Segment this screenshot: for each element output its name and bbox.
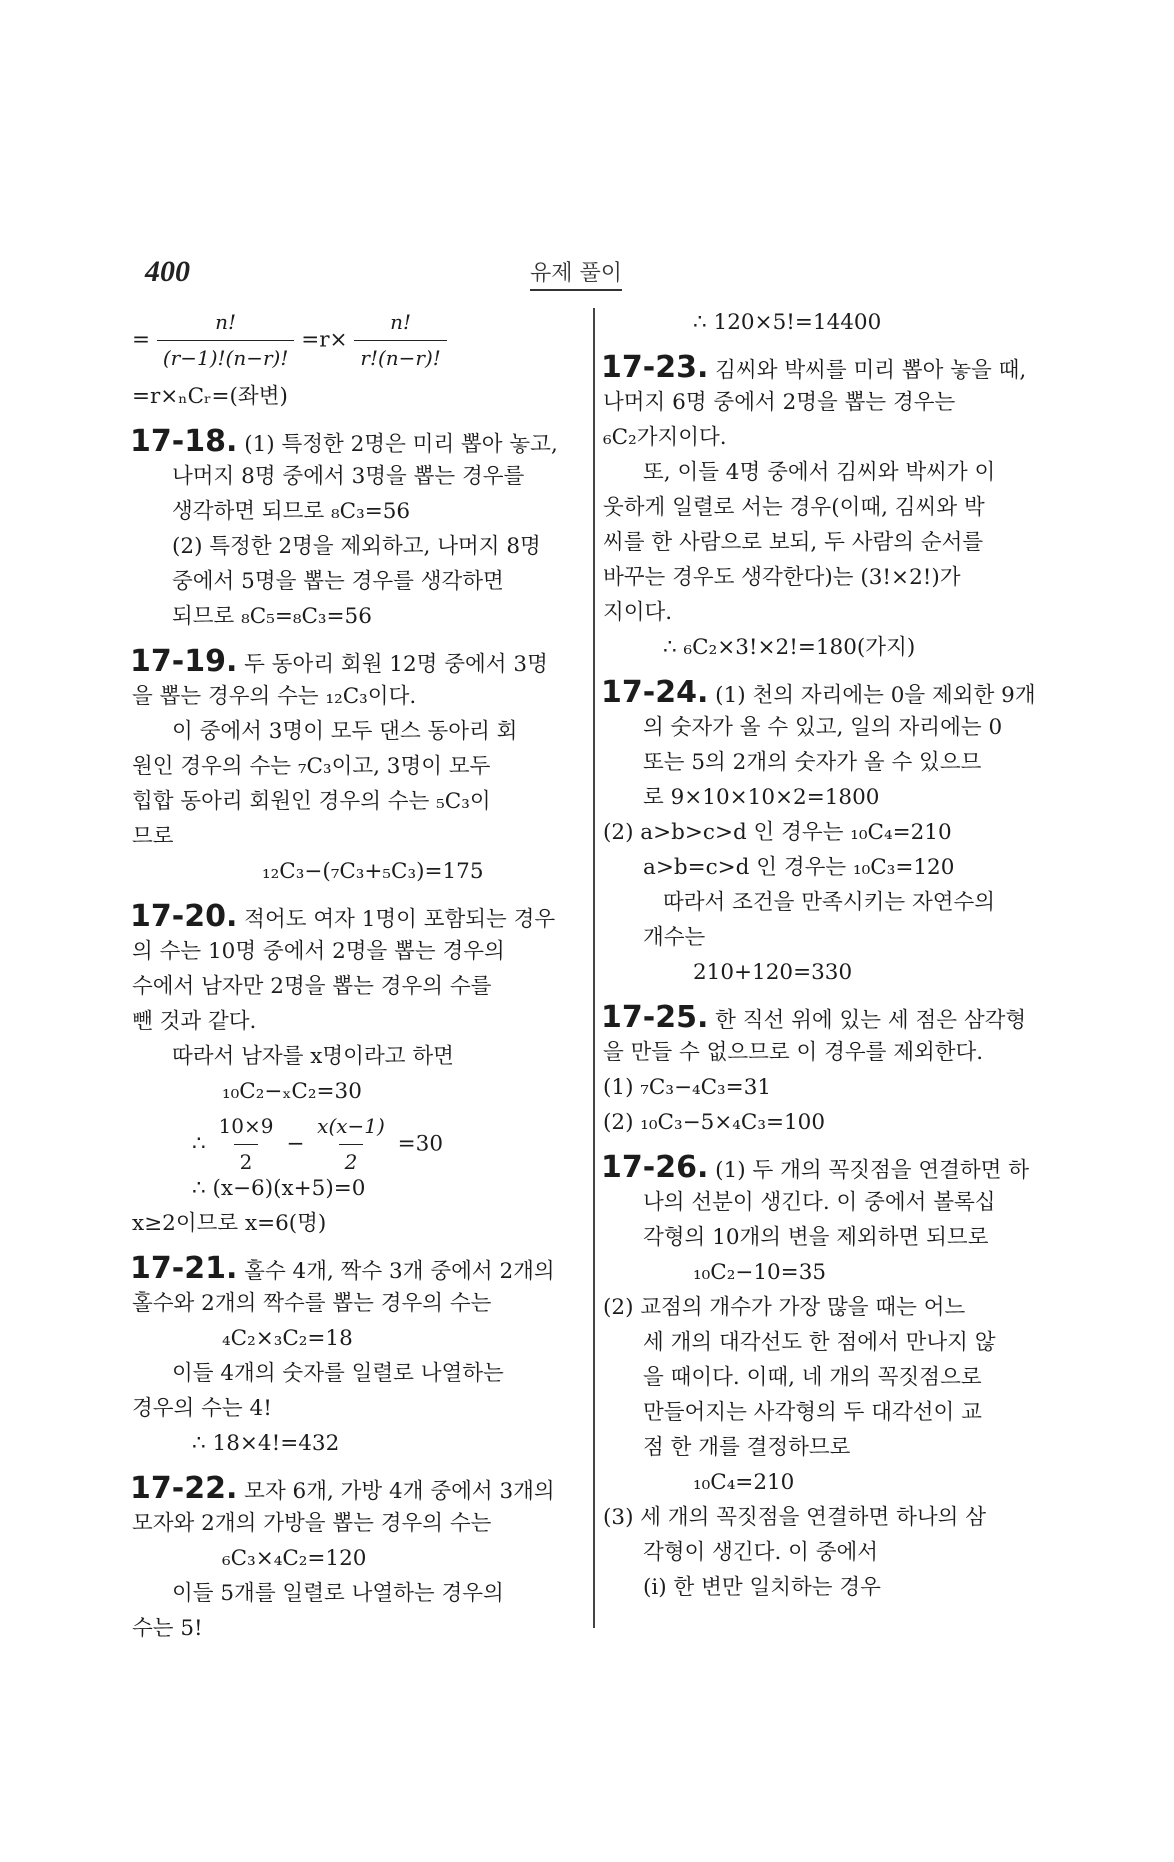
page-number: 400 xyxy=(145,255,190,288)
text-line: 모자와 2개의 가방을 뽑는 경우의 수는 xyxy=(132,1511,492,1536)
fraction xyxy=(354,305,446,376)
text-line: (2) a>b>c>d 인 경우는 ₁₀C₄=210 xyxy=(603,820,952,845)
therefore-symbol: ∴ xyxy=(192,1131,206,1157)
problem-number: 17-22. xyxy=(130,1471,238,1506)
text-line: 바꾸는 경우도 생각한다)는 (3!×2!)가 xyxy=(603,565,961,590)
fraction-numerator: 10×9 xyxy=(218,1114,274,1138)
text-line: 한 직선 위에 있는 세 점은 삼각형 xyxy=(708,1008,1027,1033)
fraction-denominator: 2 xyxy=(339,1144,364,1180)
text-line: 을 때이다. 이때, 네 개의 꼭짓점으로 xyxy=(643,1365,982,1390)
text-line: 또는 5의 2개의 숫자가 올 수 있으므 xyxy=(643,750,982,775)
text-line: 점 한 개를 결정하므로 xyxy=(643,1435,851,1460)
text-line: 의 숫자가 올 수 있고, 일의 자리에는 0 xyxy=(643,715,1003,740)
derivation-line-2: =r×ₙCᵣ=(좌변) xyxy=(132,384,288,409)
text-line: (2) ₁₀C₃−5×₄C₃=100 xyxy=(603,1110,826,1135)
fraction xyxy=(213,1109,280,1180)
right-column xyxy=(603,305,1058,1605)
text-line: 이들 4개의 숫자를 일렬로 나열하는 xyxy=(172,1361,504,1386)
formula-line: ₁₀C₄=210 xyxy=(693,1470,795,1495)
derivation-mid: =r× xyxy=(301,327,348,353)
text-line: 나머지 6명 중에서 2명을 뽑는 경우는 xyxy=(603,390,956,415)
text-line: 개수는 xyxy=(643,925,706,950)
text-line: 나의 선분이 생긴다. 이 중에서 볼록십 xyxy=(643,1190,996,1215)
formula-line: ₁₀C₂−ₓC₂=30 xyxy=(222,1079,362,1104)
text-line: 홀수 4개, 짝수 3개 중에서 2개의 xyxy=(237,1259,555,1284)
text-line: x≥2이므로 x=6(명) xyxy=(132,1211,327,1236)
text-line: 씨를 한 사람으로 보되, 두 사람의 순서를 xyxy=(603,530,984,555)
equation-rhs: =30 xyxy=(397,1131,444,1157)
running-head: 유제 풀이 xyxy=(530,256,622,291)
text-line: a>b=c>d 인 경우는 ₁₀C₃=120 xyxy=(643,855,955,880)
text-line: 생각하면 되므로 ₈C₃=56 xyxy=(172,499,411,524)
formula-line: ∴ (x−6)(x+5)=0 xyxy=(192,1176,366,1201)
text-line: 각형의 10개의 변을 제외하면 되므로 xyxy=(643,1225,989,1250)
fraction-denominator: r!(n−r)! xyxy=(354,340,446,376)
text-line: 각형이 생긴다. 이 중에서 xyxy=(643,1540,879,1565)
text-line: 나머지 8명 중에서 3명을 뽑는 경우를 xyxy=(172,464,525,489)
formula-line: ₁₀C₂−10=35 xyxy=(693,1260,827,1285)
left-column xyxy=(132,305,580,1646)
column-divider xyxy=(593,308,595,1628)
text-line: (1) 두 개의 꼭짓점을 연결하면 하 xyxy=(708,1158,1030,1183)
problem-number: 17-23. xyxy=(601,350,709,385)
text-line: 원인 경우의 수는 ₇C₃이고, 3명이 모두 xyxy=(132,754,491,779)
text-line: 세 개의 대각선도 한 점에서 만나지 않 xyxy=(643,1330,996,1355)
text-line: 경우의 수는 4! xyxy=(132,1396,272,1421)
problem-17-20 xyxy=(132,899,580,934)
text-line: 로 9×10×10×2=1800 xyxy=(643,785,880,810)
text-line: 을 만들 수 없으므로 이 경우를 제외한다. xyxy=(603,1040,984,1065)
text-line: 홀수와 2개의 짝수를 뽑는 경우의 수는 xyxy=(132,1291,492,1316)
problem-number: 17-24. xyxy=(601,675,709,710)
text-line: 이 중에서 3명이 모두 댄스 동아리 회 xyxy=(172,719,518,744)
formula-line: ₄C₂×₃C₂=18 xyxy=(222,1326,353,1351)
problem-17-24 xyxy=(603,675,1058,710)
problem-17-26 xyxy=(603,1150,1058,1185)
text-line: 따라서 조건을 만족시키는 자연수의 xyxy=(663,890,996,915)
text-line: 을 뽑는 경우의 수는 ₁₂C₃이다. xyxy=(132,684,417,709)
formula-line: ∴ 18×4!=432 xyxy=(192,1431,340,1456)
formula-line: 210+120=330 xyxy=(693,960,853,985)
text-line: 뺀 것과 같다. xyxy=(132,1009,257,1034)
text-line: 의 수는 10명 중에서 2명을 뽑는 경우의 xyxy=(132,939,505,964)
text-line: 수는 5! xyxy=(132,1616,203,1641)
text-line: 적어도 여자 1명이 포함되는 경우 xyxy=(237,907,556,932)
formula-line: ∴ 120×5!=14400 xyxy=(693,310,882,335)
text-line: 므로 xyxy=(132,824,174,849)
problem-17-23 xyxy=(603,350,1058,385)
text-line: 모자 6개, 가방 4개 중에서 3개의 xyxy=(237,1479,555,1504)
formula-line: ₆C₃×₄C₂=120 xyxy=(222,1546,367,1571)
problem-17-21 xyxy=(132,1251,580,1286)
text-line: (1) 특정한 2명은 미리 뽑아 놓고, xyxy=(244,432,558,457)
problem-number: 17-26. xyxy=(601,1150,709,1185)
text-line: 수에서 남자만 2명을 뽑는 경우의 수를 xyxy=(132,974,492,999)
text-line: 웃하게 일렬로 서는 경우(이때, 김씨와 박 xyxy=(603,495,985,520)
fraction xyxy=(157,305,295,376)
text-line: 또, 이들 4명 중에서 김씨와 박씨가 이 xyxy=(643,460,996,485)
fraction xyxy=(311,1109,391,1180)
fraction-numerator: n! xyxy=(390,310,412,334)
formula-line: ∴ ₆C₂×3!×2!=180(가지) xyxy=(663,635,916,660)
text-line: 중에서 5명을 뽑는 경우를 생각하면 xyxy=(172,569,504,594)
fraction-numerator: x(x−1) xyxy=(317,1114,385,1138)
problem-17-19 xyxy=(132,644,580,679)
fraction-denominator: 2 xyxy=(234,1144,259,1180)
problem-number: 17-18. xyxy=(130,424,238,459)
problem-number: 17-19. xyxy=(130,644,238,679)
minus-sign: − xyxy=(286,1131,305,1157)
fraction-denominator: (r−1)!(n−r)! xyxy=(157,340,295,376)
formula-line: ₁₂C₃−(₇C₃+₅C₃)=175 xyxy=(262,859,484,884)
text-line: 지이다. xyxy=(603,600,673,625)
equation-line xyxy=(132,1109,580,1174)
problem-number: 17-25. xyxy=(601,1000,709,1035)
problem-17-18 xyxy=(132,424,580,459)
text-line: (i) 한 변만 일치하는 경우 xyxy=(643,1575,881,1600)
text-line: (2) 교점의 개수가 가장 많을 때는 어느 xyxy=(603,1295,966,1320)
problem-17-25 xyxy=(603,1000,1058,1035)
problem-number: 17-21. xyxy=(130,1251,238,1286)
text-line: (1) 천의 자리에는 0을 제외한 9개 xyxy=(708,683,1036,708)
derivation-line-1: = $\frac{n!}{(r-1)!(n-r)!}$ =r× $\frac{n!}{r!(n-r)!}$ xyxy=(132,305,580,379)
text-line: (3) 세 개의 꼭짓점을 연결하면 하나의 삼 xyxy=(603,1505,986,1530)
text-line: 따라서 남자를 x명이라고 하면 xyxy=(172,1044,454,1069)
text-line: (2) 특정한 2명을 제외하고, 나머지 8명 xyxy=(172,534,541,559)
text-line: 이들 5개를 일렬로 나열하는 경우의 xyxy=(172,1581,504,1606)
text-line: ₆C₂가지이다. xyxy=(603,425,727,450)
problem-17-22 xyxy=(132,1471,580,1506)
text-line: 김씨와 박씨를 미리 뽑아 놓을 때, xyxy=(708,358,1027,383)
text-line: 되므로 ₈C₅=₈C₃=56 xyxy=(172,604,372,629)
text-line: 힙합 동아리 회원인 경우의 수는 ₅C₃이 xyxy=(132,789,491,814)
text-line: (1) ₇C₃−₄C₃=31 xyxy=(603,1075,772,1100)
problem-number: 17-20. xyxy=(130,899,238,934)
fraction-numerator: n! xyxy=(215,310,237,334)
text-line: 두 동아리 회원 12명 중에서 3명 xyxy=(237,652,548,677)
text-line: 만들어지는 사각형의 두 대각선이 교 xyxy=(643,1400,982,1425)
